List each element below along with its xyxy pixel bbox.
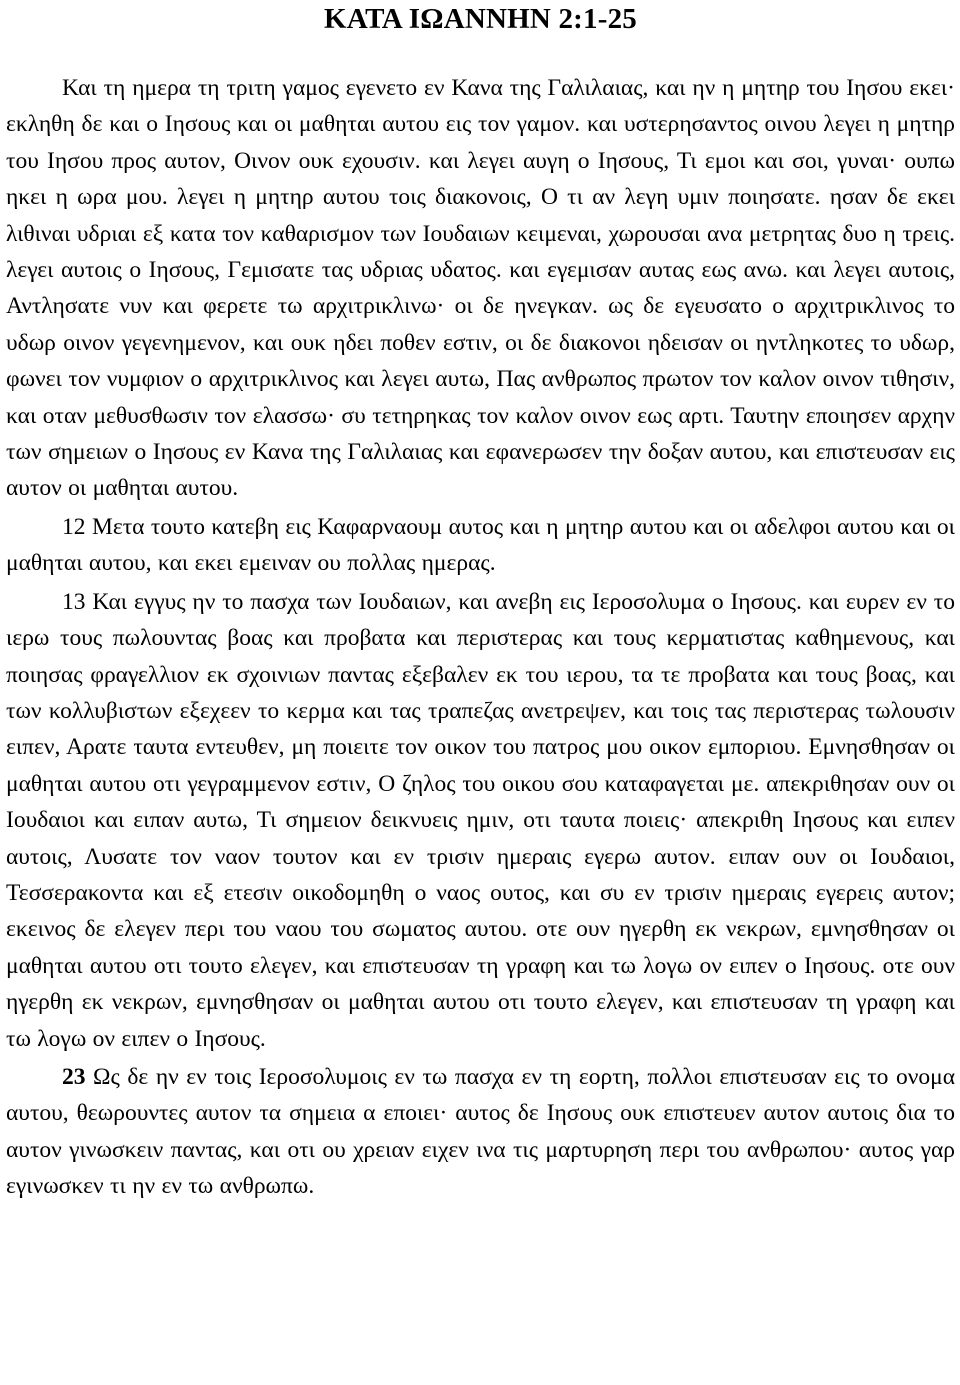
paragraph-verse-12	[6, 509, 955, 582]
paragraph-verse-23	[6, 1059, 955, 1205]
paragraph-text: Και εγγυς ην το πασχα των Ιουδαιων, και ανεβη εις Ιεροσολυμα ο Ιησους. και ευρεν εν το ιερω τους πωλουντας βοας και προβατα και περιστερας και τους κερματιστας καθημενους, και ποιησας φραγελλιον εκ σχοινιων παντας εξεβαλεν εκ του ιερου, τα τε προβατα και τους βοας, και των κολλυβιστων εξεχεεν το κερμα και τας τραπεζας ανετρεψεν, και τοις τας περιστερας τωλουσιν ειπεν, Αρατε ταυτα εντευθεν, μη ποιειτε τον οικον του πατρος μου οικον εμποριου. Εμνησθησαν οι μαθηται αυτου οτι γεγραμμενον εστιν, Ο ζηλος του οικου σου καταφαγεται με. απεκριθησαν ουν οι Ιουδαιοι και ειπαν αυτω, Τι σημειον δεικνυεις ημιν, οτι ταυτα ποιεις· απεκριθη Ιησους και ειπεν αυτοις, Λυσατε τον ναον τουτον και εν τρισιν ημεραις εγερω αυτον. ειπαν ουν οι Ιουδαιοι, Τεσσερακοντα και εξ ετεσιν οικοδομηθη ο ναος ουτος, και συ εν τρισιν ημεραις εγερεις αυτον; εκεινος δε ελεγεν περι του ναου του σωματος αυτου. οτε ουν ηγερθη εκ νεκρων, εμνησθησαν οι μαθηται αυτου οτι τουτο ελεγεν, και επιστευσαν τη γραφη και τω λογω ον ειπεν ο Ιησους. οτε ουν ηγερθη εκ νεκρων, εμνησθησαν οι μαθηται αυτου οτι τουτο ελεγεν, και επιστευσαν τη γραφη και τω λογω ον ειπεν ο Ιησους.	[6, 588, 955, 1052]
verse-number: 23	[62, 1063, 86, 1090]
paragraph-intro	[6, 70, 955, 507]
paragraph-text: Μετα τουτο κατεβη εις Καφαρναουμ αυτος και η μητηρ αυτου και οι αδελφοι αυτου και οι μαθηται αυτου, και εκει εμειναν ου πολλας ημερας.	[6, 513, 956, 577]
page-title: ΚΑΤΑ ΙΩΑΝΝΗΝ 2:1-25	[323, 3, 637, 35]
document-body	[6, 70, 955, 1205]
verse-number: 12	[62, 513, 86, 540]
verse-number: 13	[62, 588, 86, 615]
paragraph-text: Ως δε ην εν τοις Ιεροσολυμοις εν τω πασχα εν τη εορτη, πολλοι επιστευσαν εις το ονομα αυτου, θεωρουντες αυτον τα σημεια α εποιει· αυτος δε Ιησους ουκ επιστευεν αυτον αυτοις δια το αυτον γινωσκειν παντας, και οτι ου χρειαν ειχεν ινα τις μαρτυρηση περι του ανθρωπου· αυτος γαρ εγινωσκεν τι ην εν τω ανθρωπω.	[6, 1063, 956, 1200]
paragraph-verse-13	[6, 584, 955, 1057]
paragraph-text: Και τη ημερα τη τριτη γαμος εγενετο εν Κανα της Γαλιλαιας, και ην η μητηρ του Ιησου εκει· εκληθη δε και ο Ιησους και οι μαθηται αυτου εις τον γαμον. και υστερησαντος οινου λεγει η μητηρ του Ιησου προς αυτον, Οινον ουκ εχουσιν. και λεγει αυγη ο Ιησους, Τι εμοι και σοι, γυναι· ουπω ηκει η ωρα μου. λεγει η μητηρ αυτου τοις διακονοις, Ο τι αν λεγη υμιν ποιησατε. ησαν δε εκει λιθιναι υδριαι εξ κατα τον καθαρισμον των Ιουδαιων κειμεναι, χωρουσαι ανα μετρητας δυο η τρεις. λεγει αυτοις ο Ιησους, Γεμισατε τας υδριας υδατος. και εγεμισαν αυτας εως ανω. και λεγει αυτοις, Αντλησατε νυν και φερετε τω αρχιτρικλινω· οι δε ηνεγκαν. ως δε εγευσατο ο αρχιτρικλινος το υδωρ οινον γεγενημενον, και ουκ ηδει ποθεν εστιν, οι δε διακονοι ηδεισαν οι ηντληκοτες το υδωρ, φωνει τον νυμφιον ο αρχιτρικλινος και λεγει αυτω, Πας ανθρωπος πρωτον τον καλον οινον τιθησιν, και οταν μεθυσθωσιν τον ελασσω· συ τετηρηκας τον καλον οινον εως αρτι. Ταυτην εποιησεν αρχην των σημειων ο Ιησους εν Κανα της Γαλιλαιας και εφανερωσεν την δοξαν αυτου, και επιστευσαν εις αυτον οι μαθηται αυτου.	[6, 75, 955, 502]
